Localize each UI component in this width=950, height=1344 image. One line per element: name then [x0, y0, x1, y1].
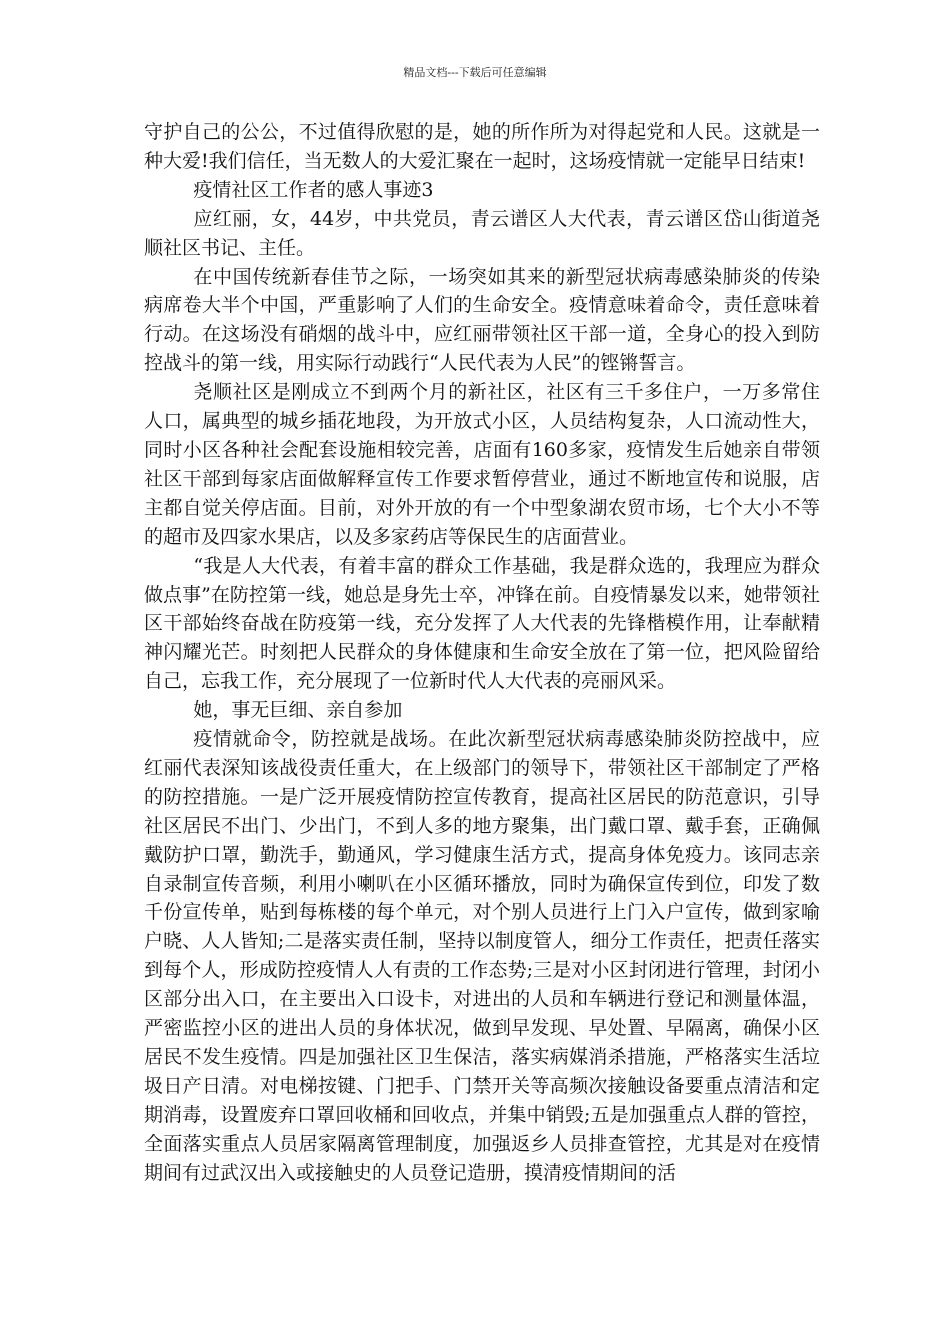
paragraph: 应红丽，女，44岁，中共党员，青云谱区人大代表，青云谱区岱山街道尧顺社区书记、主任。 [144, 207, 820, 259]
paragraph: 疫情就命令，防控就是战场。在此次新型冠状病毒感染肺炎防控战中，应红丽代表深知该战役责任重大，在上级部门的领导下，带领社区干部制定了严格的防控措施。一是广泛开展疫情防控宣传教育，提高社区居民的防范意识，引导社区居民不出门、少出门，不到人多的地方聚集，出门戴口罩、戴手套，正确佩戴防护口罩，勤洗手，勤通风，学习健康生活方式，提高身体免疫力。该同志亲自录制宣传音频，利用小喇叭在小区循环播放，同时为确保宣传到位，印发了数千份宣传单，贴到每栋楼的每个单元，对个别人员进行上门入户宣传，做到家喻户晓、人人皆知;二是落实责任制，坚持以制度管人，细分工作责任，把责任落实到每个人，形成防控疫情人人有责的工作态势;三是对小区封闭进行管理，封闭小区部分出入口，在主要出入口设卡，对进出的人员和车辆进行登记和测量体温，严密监控小区的进出人员的身体状况，做到早发现、早处置、早隔离，确保小区居民不发生疫情。四是加强社区卫生保洁，落实病媒消杀措施，严格落实生活垃圾日产日清。对电梯按键、门把手、门禁开关等高频次接触设备要重点清洁和定期消毒，设置废弃口罩回收桶和回收点，并集中销毁;五是加强重点人群的管控，全面落实重点人员居家隔离管理制度，加强返乡人员排查管控，尤其是对在疫情期间有过武汉出入或接触史的人员登记造册，摸清疫情期间的活 [144, 728, 820, 1184]
subheading: 她，事无巨细、亲自参加 [193, 699, 403, 722]
paragraph: 尧顺社区是刚成立不到两个月的新社区，社区有三千多住户，一万多常住人口，属典型的城乡插花地段，为开放式小区，人员结构复杂，人口流动性大，同时小区各种社会配套设施相较完善，店面有160多家，疫情发生后她亲自带领社区干部到每家店面做解释宣传工作要求暂停营业，通过不断地宣传和说服，店主都自觉关停店面。目前，对外开放的有一个中型象湖农贸市场，七个大小不等的超市及四家水果店，以及多家药店等保民生的店面营业。 [144, 381, 820, 548]
section-heading: 疫情社区工作者的感人事迹3 [193, 178, 434, 201]
document-body [144, 118, 820, 1188]
paragraph: 守护自己的公公，不过值得欣慰的是，她的所作所为对得起党和人民。这就是一种大爱!我们信任，当无数人的大爱汇聚在一起时，这场疫情就一定能早日结束! [144, 121, 820, 172]
paragraph: “我是人大代表，有着丰富的群众工作基础，我是群众选的，我理应为群众做点事”在防控第一线，她总是身先士卒，冲锋在前。自疫情暴发以来，她带领社区干部始终奋战在防疫第一线，充分发挥了人大代表的先锋楷模作用，让奉献精神闪耀光芒。时刻把人民群众的身体健康和生命安全放在了第一位，把风险留给自己，忘我工作，充分展现了一位新时代人大代表的亮丽风采。 [144, 554, 820, 693]
paragraph: 在中国传统新春佳节之际，一场突如其来的新型冠状病毒感染肺炎的传染病席卷大半个中国，严重影响了人们的生命安全。疫情意味着命令，责任意味着行动。在这场没有硝烟的战斗中，应红丽带领社区干部一道，全身心的投入到防控战斗的第一线，用实际行动践行“人民代表为人民”的铿锵誓言。 [144, 265, 820, 375]
page-header: 精品文档---下载后可任意编辑 [403, 66, 547, 79]
